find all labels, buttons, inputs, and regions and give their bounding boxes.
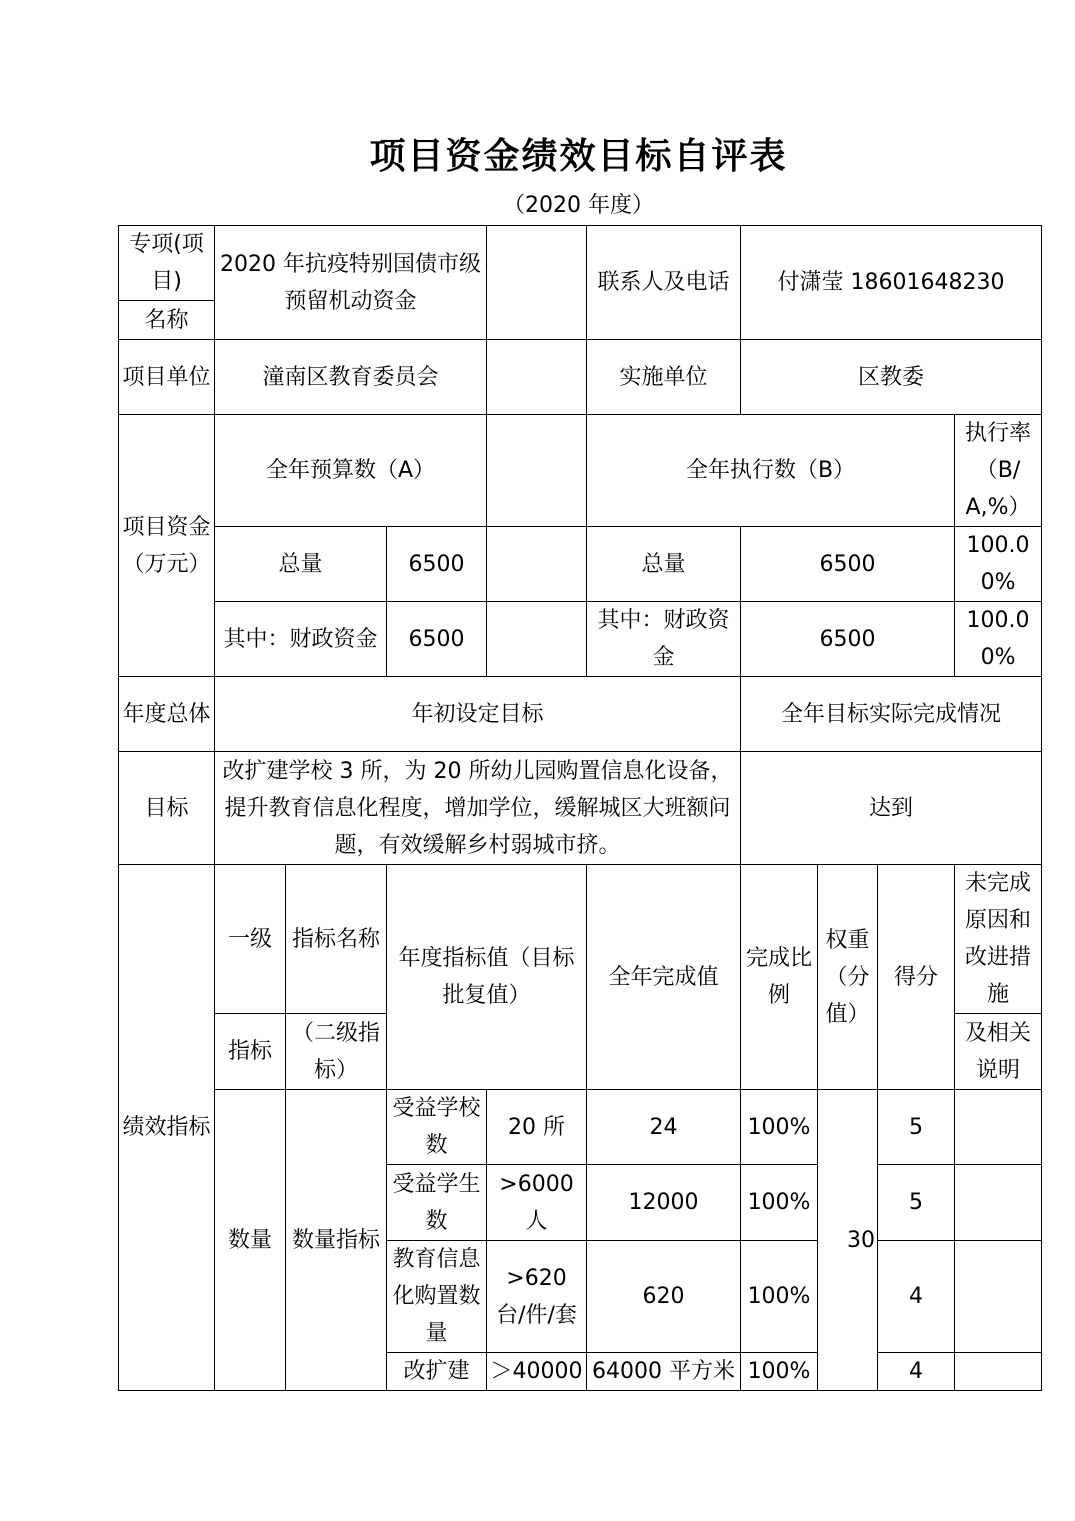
indicator-ratio: 100%: [741, 1090, 818, 1165]
target-header: 年度指标值（目标批复值）: [387, 865, 587, 1090]
exec-header: 全年执行数（B）: [587, 415, 955, 527]
level1-value: 数量: [215, 1090, 286, 1391]
rate-header: 执行率（B/A,%）: [955, 415, 1042, 527]
funds-row-label: 其中：财政资金: [215, 602, 387, 677]
indicator-score: 5: [878, 1165, 955, 1241]
project-name-label: 专项(项目): [119, 226, 215, 301]
indicator-name: 受益学生数: [387, 1165, 487, 1241]
funds-row-label: 总量: [215, 527, 387, 602]
indicator-actual: 12000: [587, 1165, 741, 1241]
blank-cell: [487, 415, 587, 527]
level2-value: 数量指标: [286, 1090, 387, 1391]
indicator-ratio: 100%: [741, 1165, 818, 1241]
level1-header: 一级: [215, 865, 286, 1014]
contact-label: 联系人及电话: [587, 226, 741, 340]
goal-set-header: 年初设定目标: [215, 677, 741, 752]
indicator-ratio: 100%: [741, 1353, 818, 1391]
indicator-score: 4: [878, 1353, 955, 1391]
exec-value: 6500: [741, 602, 955, 677]
blank-cell: [487, 527, 587, 602]
score-header: 得分: [878, 865, 955, 1090]
indicator-actual: 24: [587, 1090, 741, 1165]
project-name-label-2: 名称: [119, 301, 215, 340]
indicator-reason: [955, 1165, 1042, 1241]
indicator-actual: 64000 平方米: [587, 1353, 741, 1391]
ratio-header: 完成比例: [741, 865, 818, 1090]
indicator-reason: [955, 1241, 1042, 1353]
budget-value: 6500: [387, 527, 487, 602]
blank-cell: [487, 340, 587, 415]
actual-header: 全年完成值: [587, 865, 741, 1090]
blank-cell: [487, 602, 587, 677]
impl-unit-label: 实施单位: [587, 340, 741, 415]
project-unit-value: 潼南区教育委员会: [215, 340, 487, 415]
page-subtitle: （2020 年度）: [503, 193, 654, 218]
indicator-name: 受益学校数: [387, 1090, 487, 1165]
rate-value: 100.00%: [955, 602, 1042, 677]
budget-header: 全年预算数（A）: [215, 415, 487, 527]
indicator-target: >620 台/件/套: [487, 1241, 587, 1353]
weight-header: 权重（分值）: [818, 865, 878, 1090]
reason-header: 未完成原因和改进措施: [955, 865, 1042, 1014]
funds-row-label: 其中：财政资金: [587, 602, 741, 677]
indicator-actual: 620: [587, 1241, 741, 1353]
indicator-score: 4: [878, 1241, 955, 1353]
indicator-weight: 30: [818, 1090, 878, 1391]
goal-label: 年度总体: [119, 677, 215, 752]
indicator-score: 5: [878, 1090, 955, 1165]
level1-header-2: 指标: [215, 1014, 286, 1090]
indicator-reason: [955, 1353, 1042, 1391]
indicators-label: 绩效指标: [119, 865, 215, 1391]
indicator-ratio: 100%: [741, 1241, 818, 1353]
impl-unit-value: 区教委: [741, 340, 1042, 415]
blank-cell: [487, 226, 587, 340]
project-name-value: 2020 年抗疫特别国债市级预留机动资金: [215, 226, 487, 340]
exec-value: 6500: [741, 527, 955, 602]
indicator-reason: [955, 1090, 1042, 1165]
goal-actual-value: 达到: [741, 752, 1042, 865]
funds-row-label: 总量: [587, 527, 741, 602]
level2-header: 指标名称: [286, 865, 387, 1014]
contact-value: 付潇莹 18601648230: [741, 226, 1042, 340]
indicator-target: 20 所: [487, 1090, 587, 1165]
rate-value: 100.00%: [955, 527, 1042, 602]
level2-header-2: （二级指标）: [286, 1014, 387, 1090]
performance-table: [118, 225, 1042, 1391]
budget-value: 6500: [387, 602, 487, 677]
goal-actual-header: 全年目标实际完成情况: [741, 677, 1042, 752]
reason-header-2: 及相关说明: [955, 1014, 1042, 1090]
indicator-target: >6000 人: [487, 1165, 587, 1241]
indicator-target: ＞40000: [487, 1353, 587, 1391]
goal-label-2: 目标: [119, 752, 215, 865]
project-unit-label: 项目单位: [119, 340, 215, 415]
goal-set-value: 改扩建学校 3 所，为 20 所幼儿园购置信息化设备，提升教育信息化程度，增加学位，缓解城区大班额问题，有效缓解乡村弱城市挤。: [215, 752, 741, 865]
funds-label: 项目资金（万元）: [119, 415, 215, 677]
indicator-name: 教育信息化购置数量: [387, 1241, 487, 1353]
indicator-name: 改扩建: [387, 1353, 487, 1391]
page-title: 项目资金绩效目标自评表: [369, 135, 788, 177]
